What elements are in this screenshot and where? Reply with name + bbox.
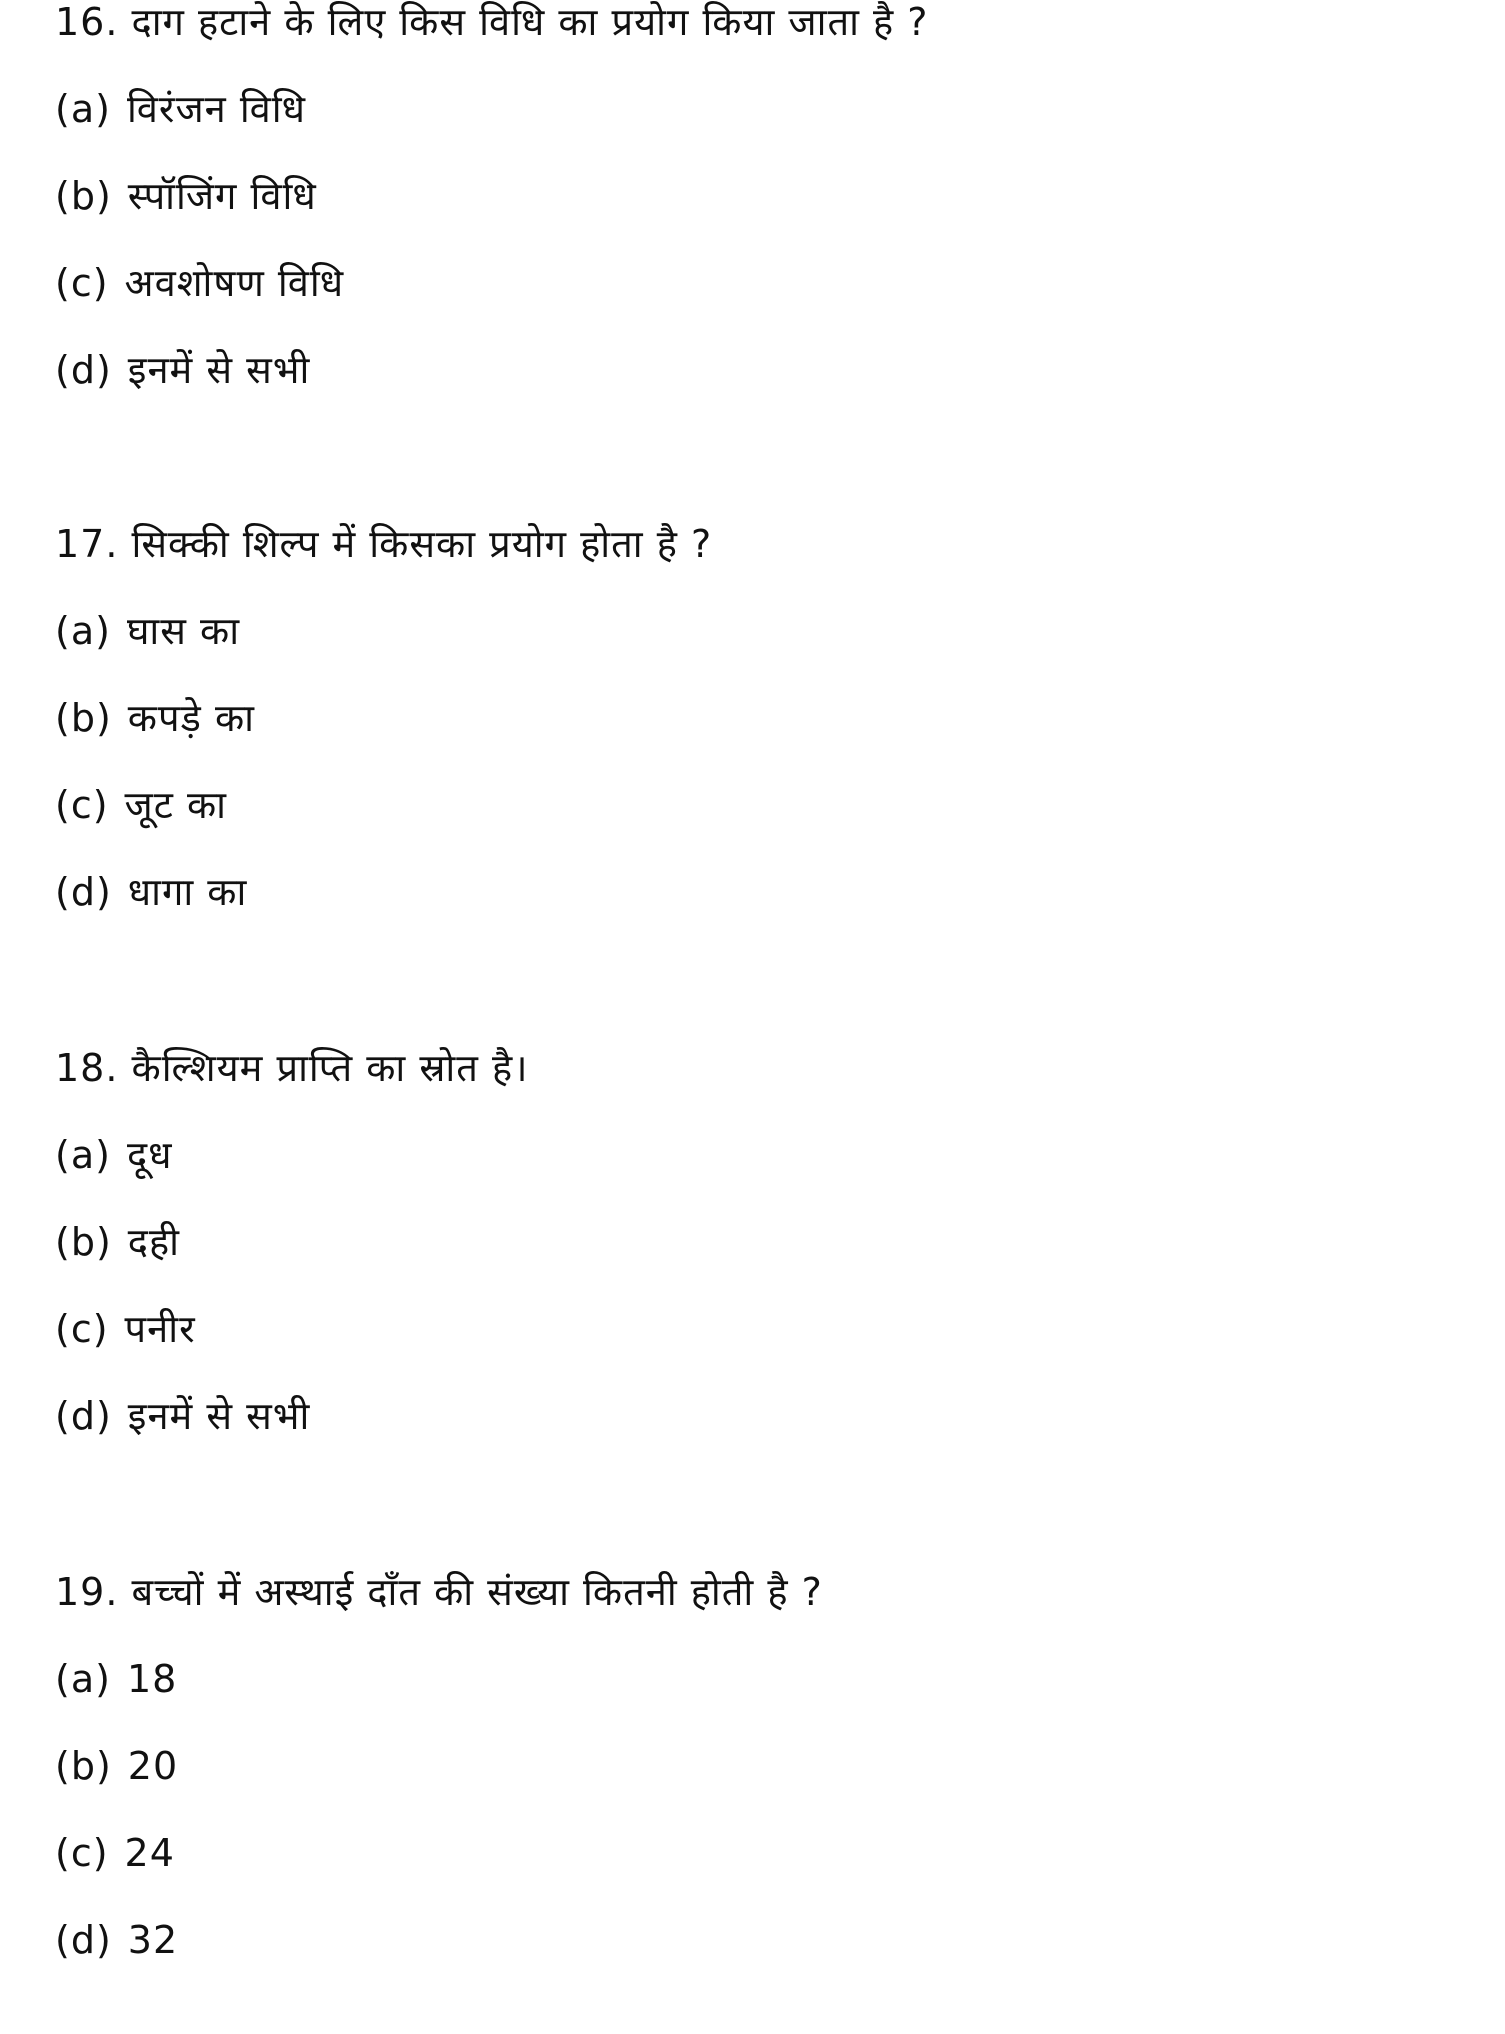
option-c bbox=[55, 783, 1455, 827]
option-letter: (a) bbox=[55, 1133, 111, 1177]
option-a bbox=[55, 609, 1455, 653]
option-text: अवशोषण विधि bbox=[124, 261, 345, 305]
option-text: दूध bbox=[126, 1133, 173, 1177]
option-text: जूट का bbox=[124, 783, 228, 827]
option-b bbox=[55, 1220, 1455, 1264]
option-text: विरंजन विधि bbox=[126, 87, 306, 131]
option-letter: (a) bbox=[55, 87, 111, 131]
option-letter: (c) bbox=[55, 783, 109, 827]
question-text: 19. बच्चों में अस्थाई दाँत की संख्या कितनी होती है ? bbox=[55, 1570, 823, 1614]
question-18 bbox=[55, 1046, 1455, 1438]
question-text: 18. कैल्शियम प्राप्ति का स्रोत है। bbox=[55, 1046, 529, 1090]
question-text: 16. दाग हटाने के लिए किस विधि का प्रयोग किया जाता है ? bbox=[55, 0, 929, 44]
option-b bbox=[55, 1744, 1455, 1788]
question-17 bbox=[55, 522, 1455, 914]
option-letter: (c) bbox=[55, 261, 109, 305]
option-c bbox=[55, 1831, 1455, 1875]
option-letter: (d) bbox=[55, 1918, 112, 1962]
option-a bbox=[55, 1657, 1455, 1701]
option-letter: (d) bbox=[55, 348, 112, 392]
option-d bbox=[55, 348, 1455, 392]
option-text: इनमें से सभी bbox=[127, 1394, 311, 1438]
option-letter: (d) bbox=[55, 1394, 112, 1438]
option-letter: (a) bbox=[55, 1657, 111, 1701]
option-text: स्पॉजिंग विधि bbox=[127, 174, 317, 218]
option-text: 20 bbox=[127, 1744, 179, 1788]
question-16 bbox=[55, 0, 1455, 392]
option-d bbox=[55, 1918, 1455, 1962]
option-text: 18 bbox=[126, 1657, 178, 1701]
option-text: घास का bbox=[126, 609, 241, 653]
option-text: कपड़े का bbox=[127, 696, 255, 740]
option-d bbox=[55, 870, 1455, 914]
option-c bbox=[55, 261, 1455, 305]
option-text: 32 bbox=[127, 1918, 179, 1962]
option-letter: (b) bbox=[55, 1220, 112, 1264]
option-a bbox=[55, 1133, 1455, 1177]
option-text: इनमें से सभी bbox=[127, 348, 311, 392]
question-text: 17. सिक्की शिल्प में किसका प्रयोग होता है ? bbox=[55, 522, 713, 566]
option-b bbox=[55, 174, 1455, 218]
option-letter: (c) bbox=[55, 1831, 109, 1875]
option-c bbox=[55, 1307, 1455, 1351]
option-b bbox=[55, 696, 1455, 740]
option-d bbox=[55, 1394, 1455, 1438]
option-letter: (a) bbox=[55, 609, 111, 653]
question-19 bbox=[55, 1570, 1455, 1962]
option-a bbox=[55, 87, 1455, 131]
option-letter: (b) bbox=[55, 174, 112, 218]
option-text: दही bbox=[127, 1220, 180, 1264]
option-letter: (d) bbox=[55, 870, 112, 914]
option-text: धागा का bbox=[127, 870, 248, 914]
option-letter: (b) bbox=[55, 1744, 112, 1788]
option-letter: (c) bbox=[55, 1307, 109, 1351]
option-letter: (b) bbox=[55, 696, 112, 740]
option-text: 24 bbox=[124, 1831, 175, 1875]
option-text: पनीर bbox=[124, 1307, 196, 1351]
